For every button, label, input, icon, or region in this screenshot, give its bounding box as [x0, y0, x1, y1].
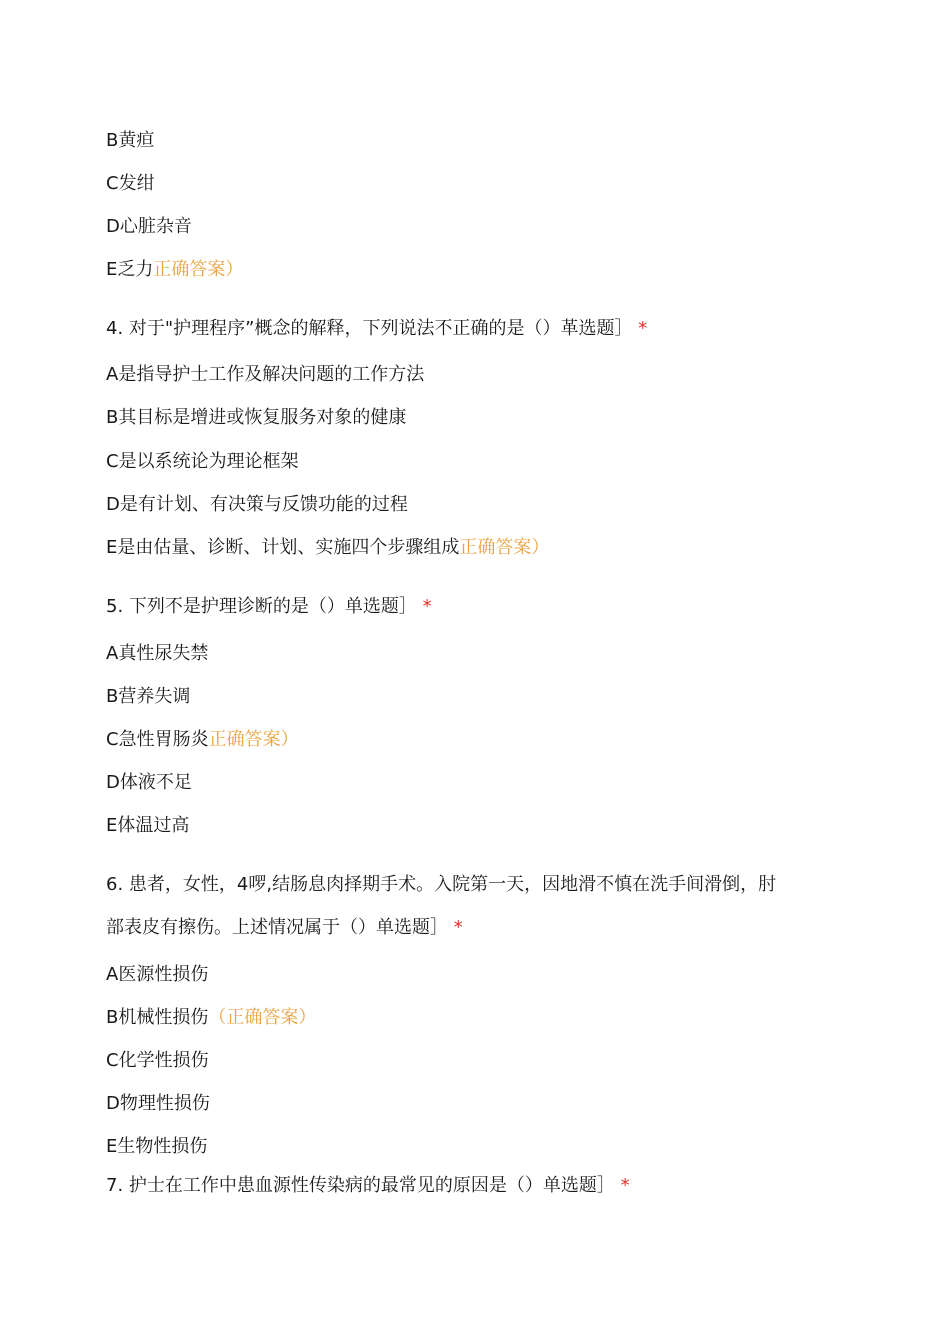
option-q5-c — [106, 728, 299, 752]
question-text: 7. 护士在工作中患血源性传染病的最常见的原因是（）单选题］ — [106, 1175, 615, 1196]
option-q6-d — [106, 1092, 210, 1116]
option-text: A医源性损伤 — [106, 964, 209, 985]
option-text: A是指导护士工作及解决问题的工作方法 — [106, 364, 425, 385]
correct-answer-mark: 正确答案） — [153, 259, 244, 280]
option-q6-b — [106, 1006, 316, 1030]
required-star: * — [620, 1175, 630, 1196]
option-q4-c — [106, 450, 299, 474]
option-q3-b — [106, 129, 154, 153]
question-text: 5. 下列不是护理诊断的是（）单选题］ — [106, 596, 417, 617]
required-star: * — [422, 596, 432, 617]
question-6-title-line1 — [106, 873, 776, 897]
question-4-title — [106, 317, 647, 341]
option-text: E是由估量、诊断、计划、实施四个步骤组成 — [106, 537, 460, 558]
option-text: D是有计划、有决策与反馈功能的过程 — [106, 494, 408, 515]
option-q3-e — [106, 258, 243, 282]
option-q3-c — [106, 172, 155, 196]
option-text: E生物性损伤 — [106, 1136, 208, 1157]
option-q6-c — [106, 1049, 209, 1073]
option-q5-e — [106, 814, 189, 838]
correct-answer-mark: 正确答案） — [459, 537, 550, 558]
option-text: C化学性损伤 — [106, 1050, 209, 1071]
option-q4-d — [106, 493, 408, 517]
option-q4-a — [106, 363, 424, 387]
option-q5-d — [106, 771, 192, 795]
correct-answer-mark: （正确答案） — [208, 1007, 317, 1028]
option-text: E乏力 — [106, 259, 154, 280]
required-star: * — [453, 917, 463, 938]
option-text: B黄疸 — [106, 130, 155, 151]
option-q3-d — [106, 215, 192, 239]
option-text: A真性尿失禁 — [106, 643, 209, 664]
correct-answer-mark: 正确答案） — [208, 729, 299, 750]
option-text: C是以系统论为理论框架 — [106, 451, 299, 472]
option-q5-a — [106, 642, 208, 666]
question-5-title — [106, 595, 432, 619]
question-7-title — [106, 1174, 630, 1198]
option-text: C急性胃肠炎 — [106, 729, 209, 750]
option-q4-b — [106, 406, 406, 430]
option-text: C发绀 — [106, 173, 155, 194]
option-text: D心脏杂音 — [106, 216, 192, 237]
question-6-title-line2 — [106, 916, 463, 940]
option-q6-e — [106, 1135, 207, 1159]
option-text: B其目标是增进或恢复服务对象的健康 — [106, 407, 407, 428]
question-text: 4. 对于"护理程序”概念的解释，下列说法不正确的是（）革选题］ — [106, 318, 633, 339]
option-q5-b — [106, 685, 190, 709]
option-text: D物理性损伤 — [106, 1093, 210, 1114]
option-text: E体温过高 — [106, 815, 190, 836]
option-text: B营养失调 — [106, 686, 191, 707]
required-star: * — [638, 318, 648, 339]
question-text: 6. 患者，女性，4啰,结肠息肉择期手术。入院第一天，因地滑不慎在洗手间滑倒，肘 — [106, 874, 777, 895]
option-text: B机械性损伤 — [106, 1007, 209, 1028]
option-q6-a — [106, 963, 208, 987]
question-text: 部表皮有擦伤。上述情况属于（）单选题］ — [106, 917, 448, 938]
option-text: D体液不足 — [106, 772, 192, 793]
option-q4-e — [106, 536, 549, 560]
